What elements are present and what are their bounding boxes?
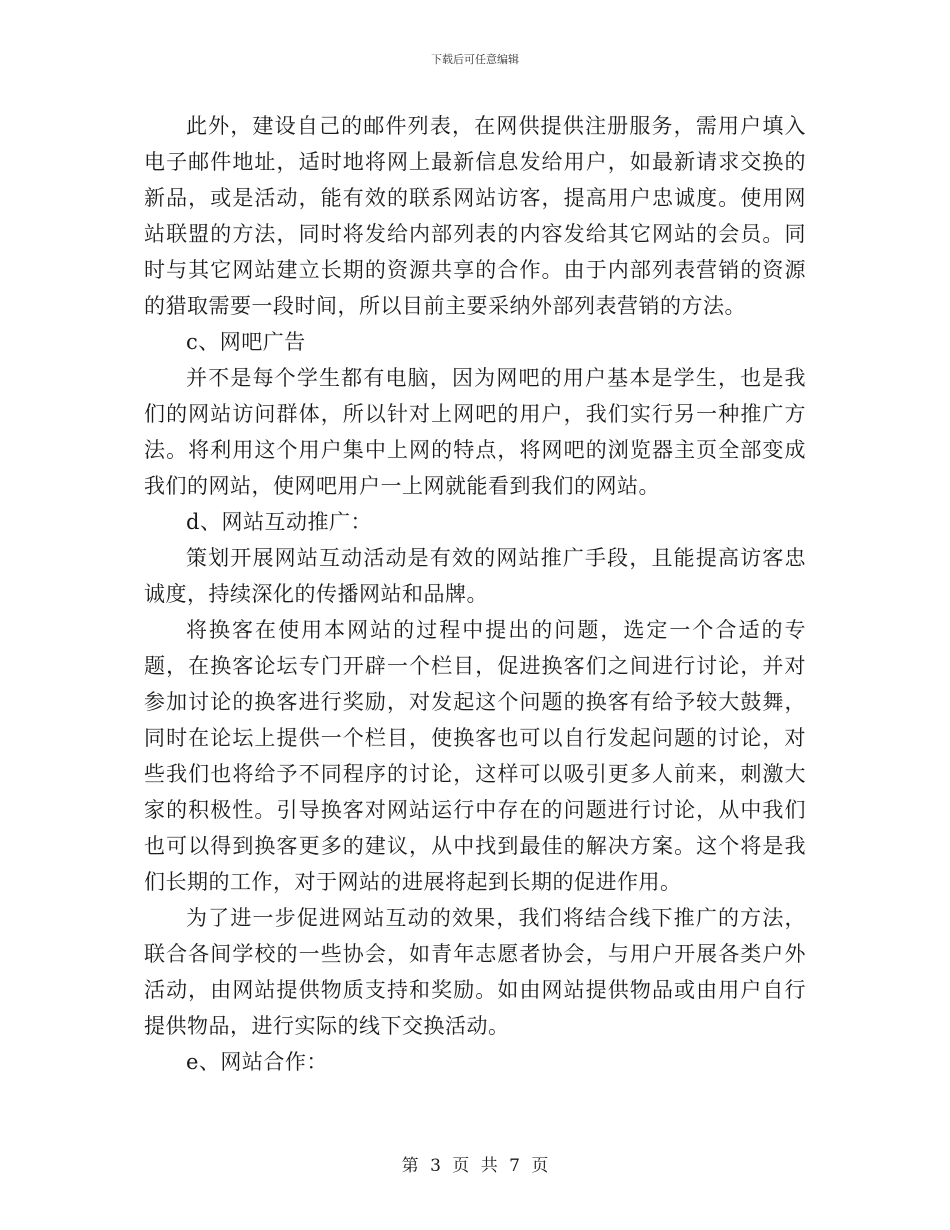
- document-body: [144, 108, 806, 1080]
- paragraph-offline-activities: 为了进一步促进网站互动的效果，我们将结合线下推广的方法，联合各间学校的一些协会，如青年志愿者协会，与用户开展各类户外活动，由网站提供物质支持和奖励。如由网站提供物品或由用户自行提供物品，进行实际的线下交换活动。: [144, 906, 806, 1038]
- section-heading-e: e、网站合作：: [186, 1050, 328, 1074]
- section-heading-d: d、网站互动推广：: [186, 510, 372, 534]
- paragraph-email-list: 此外，建设自己的邮件列表，在网供提供注册服务，需用户填入电子邮件地址，适时地将网上最新信息发给用户，如最新请求交换的新品，或是活动，能有效的联系网站访客，提高用户忠诚度。使用网站联盟的方法，同时将发给内部列表的内容发给其它网站的会员。同时与其它网站建立长期的资源共享的合作。由于内部列表营销的资源的猎取需要一段时间，所以目前主要采纳外部列表营销的方法。: [144, 114, 806, 318]
- paragraph-internet-cafe: 并不是每个学生都有电脑，因为网吧的用户基本是学生，也是我们的网站访问群体，所以针对上网吧的用户，我们实行另一种推广方法。将利用这个用户集中上网的特点，将网吧的浏览器主页全部变成我们的网站，使网吧用户一上网就能看到我们的网站。: [144, 366, 806, 498]
- paragraph-forum-discussion: 将换客在使用本网站的过程中提出的问题，选定一个合适的专题，在换客论坛专门开辟一个栏目，促进换客们之间进行讨论，并对参加讨论的换客进行奖励，对发起这个问题的换客有给予较大鼓舞，同时在论坛上提供一个栏目，使换客也可以自行发起问题的讨论，对些我们也将给予不同程序的讨论，这样可以吸引更多人前来，刺激大家的积极性。引导换客对网站运行中存在的问题进行讨论，从中我们也可以得到换客更多的建议，从中找到最佳的解决方案。这个将是我们长期的工作，对于网站的进展将起到长期的促进作用。: [144, 618, 806, 894]
- section-heading-c: c、网吧广告: [186, 330, 306, 354]
- paragraph-interactive-intro: 策划开展网站互动活动是有效的网站推广手段，且能提高访客忠诚度，持续深化的传播网站和品牌。: [144, 546, 806, 606]
- page-number: 第 3 页 共 7 页: [401, 1156, 549, 1176]
- page-header-note: 下载后可任意编辑: [431, 53, 519, 66]
